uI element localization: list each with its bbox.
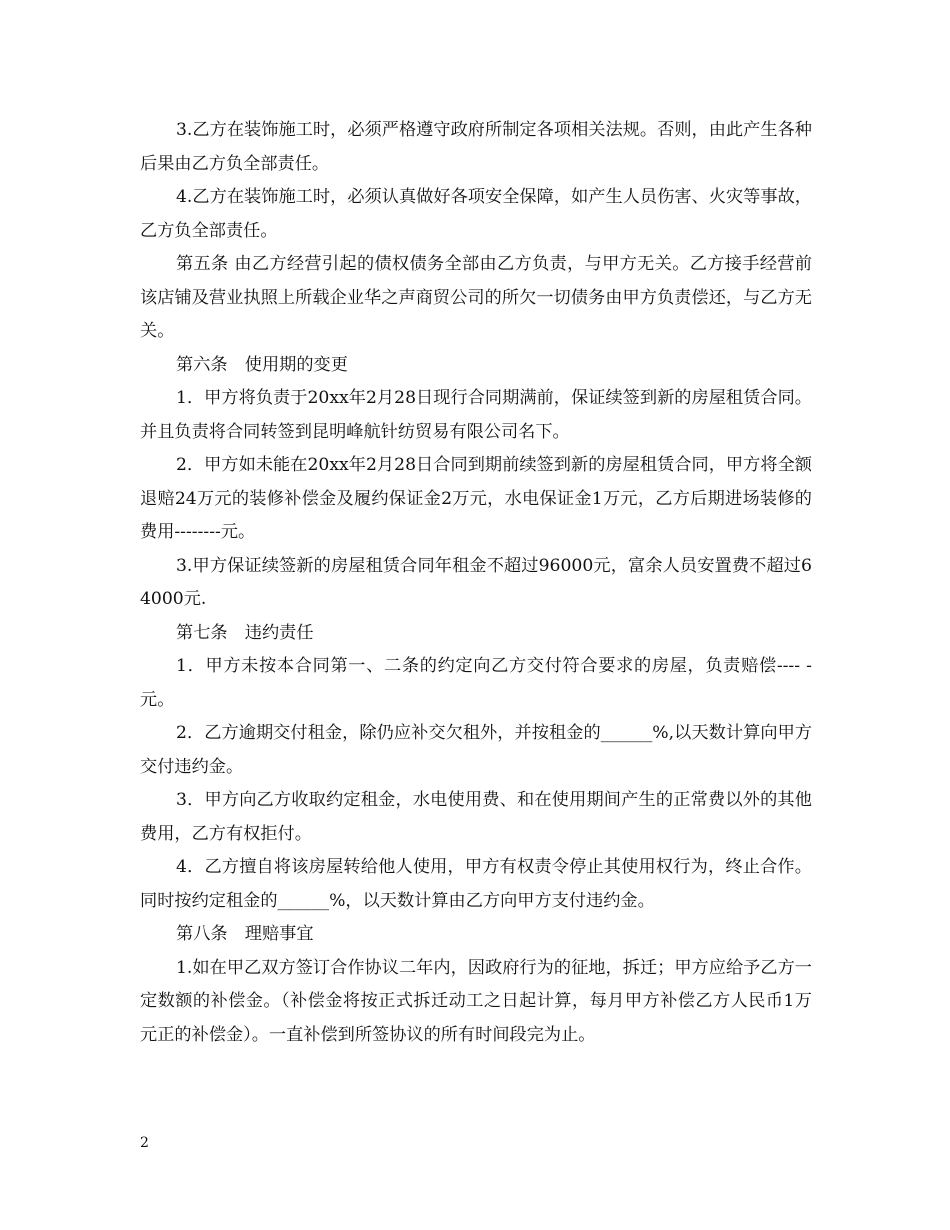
clause-4-item-3: 3.乙方在装饰施工时，必须严格遵守政府所制定各项相关法规。否则，由此产生各种后果由乙方负全部责任。 <box>140 120 812 174</box>
page-number: 2 <box>140 1135 149 1151</box>
clause-7-item-2: 2．乙方逾期交付租金，除仍应补交欠租外，并按租金的______%,以天数计算向甲方交付违约金。 <box>140 723 812 777</box>
clause-6-item-2: 2．甲方如未能在20xx年2月28日合同到期前续签到新的房屋租赁合同，甲方将全额退赔24万元的装修补偿金及履约保证金2万元，水电保证金1万元，乙方后期进场装修的费用--------元。 <box>140 455 812 542</box>
clause-4-item-4: 4.乙方在装饰施工时，必须认真做好各项安全保障，如产生人员伤害、火灾等事故，乙方负全部责任。 <box>140 187 812 241</box>
clause-6-heading: 第六条 使用期的变更 <box>176 354 348 375</box>
clause-7-item-1: 1．甲方未按本合同第一、二条的约定向乙方交付符合要求的房屋，负责赔偿---- -元。 <box>140 656 812 710</box>
clause-7-heading: 第七条 违约责任 <box>176 622 314 643</box>
clause-8-heading: 第八条 理赔事宜 <box>176 924 314 944</box>
clause-6-item-1: 1．甲方将负责于20xx年2月28日现行合同期满前，保证续签到新的房屋租赁合同。并且负责将合同转签到昆明峰航针纺贸易有限公司名下。 <box>140 388 812 442</box>
clause-5: 第五条 由乙方经营引起的债权债务全部由乙方负责，与甲方无关。乙方接手经营前该店铺及营业执照上所载企业华之声商贸公司的所欠一切债务由甲方负责偿还，与乙方无关。 <box>140 254 812 341</box>
clause-8-item-1: 1.如在甲乙双方签订合作协议二年内，因政府行为的征地，拆迁；甲方应给予乙方一定数额的补偿金。（补偿金将按正式拆迁动工之日起计算，每月甲方补偿乙方人民币1万元正的补偿金）。一直补偿到所签协议的所有时间段完为止。 <box>140 957 812 1045</box>
clause-6-item-3: 3.甲方保证续签新的房屋租赁合同年租金不超过96000元，富余人员安置费不超过64000元. <box>140 555 812 609</box>
clause-7-item-3: 3．甲方向乙方收取约定租金，水电使用费、和在使用期间产生的正常费以外的其他费用，乙方有权拒付。 <box>140 790 812 844</box>
contract-body <box>140 114 812 1052</box>
clause-7-item-4: 4．乙方擅自将该房屋转给他人使用，甲方有权责令停止其使用权行为，终止合作。同时按约定租金的______%，以天数计算由乙方向甲方支付违约金。 <box>140 857 812 911</box>
